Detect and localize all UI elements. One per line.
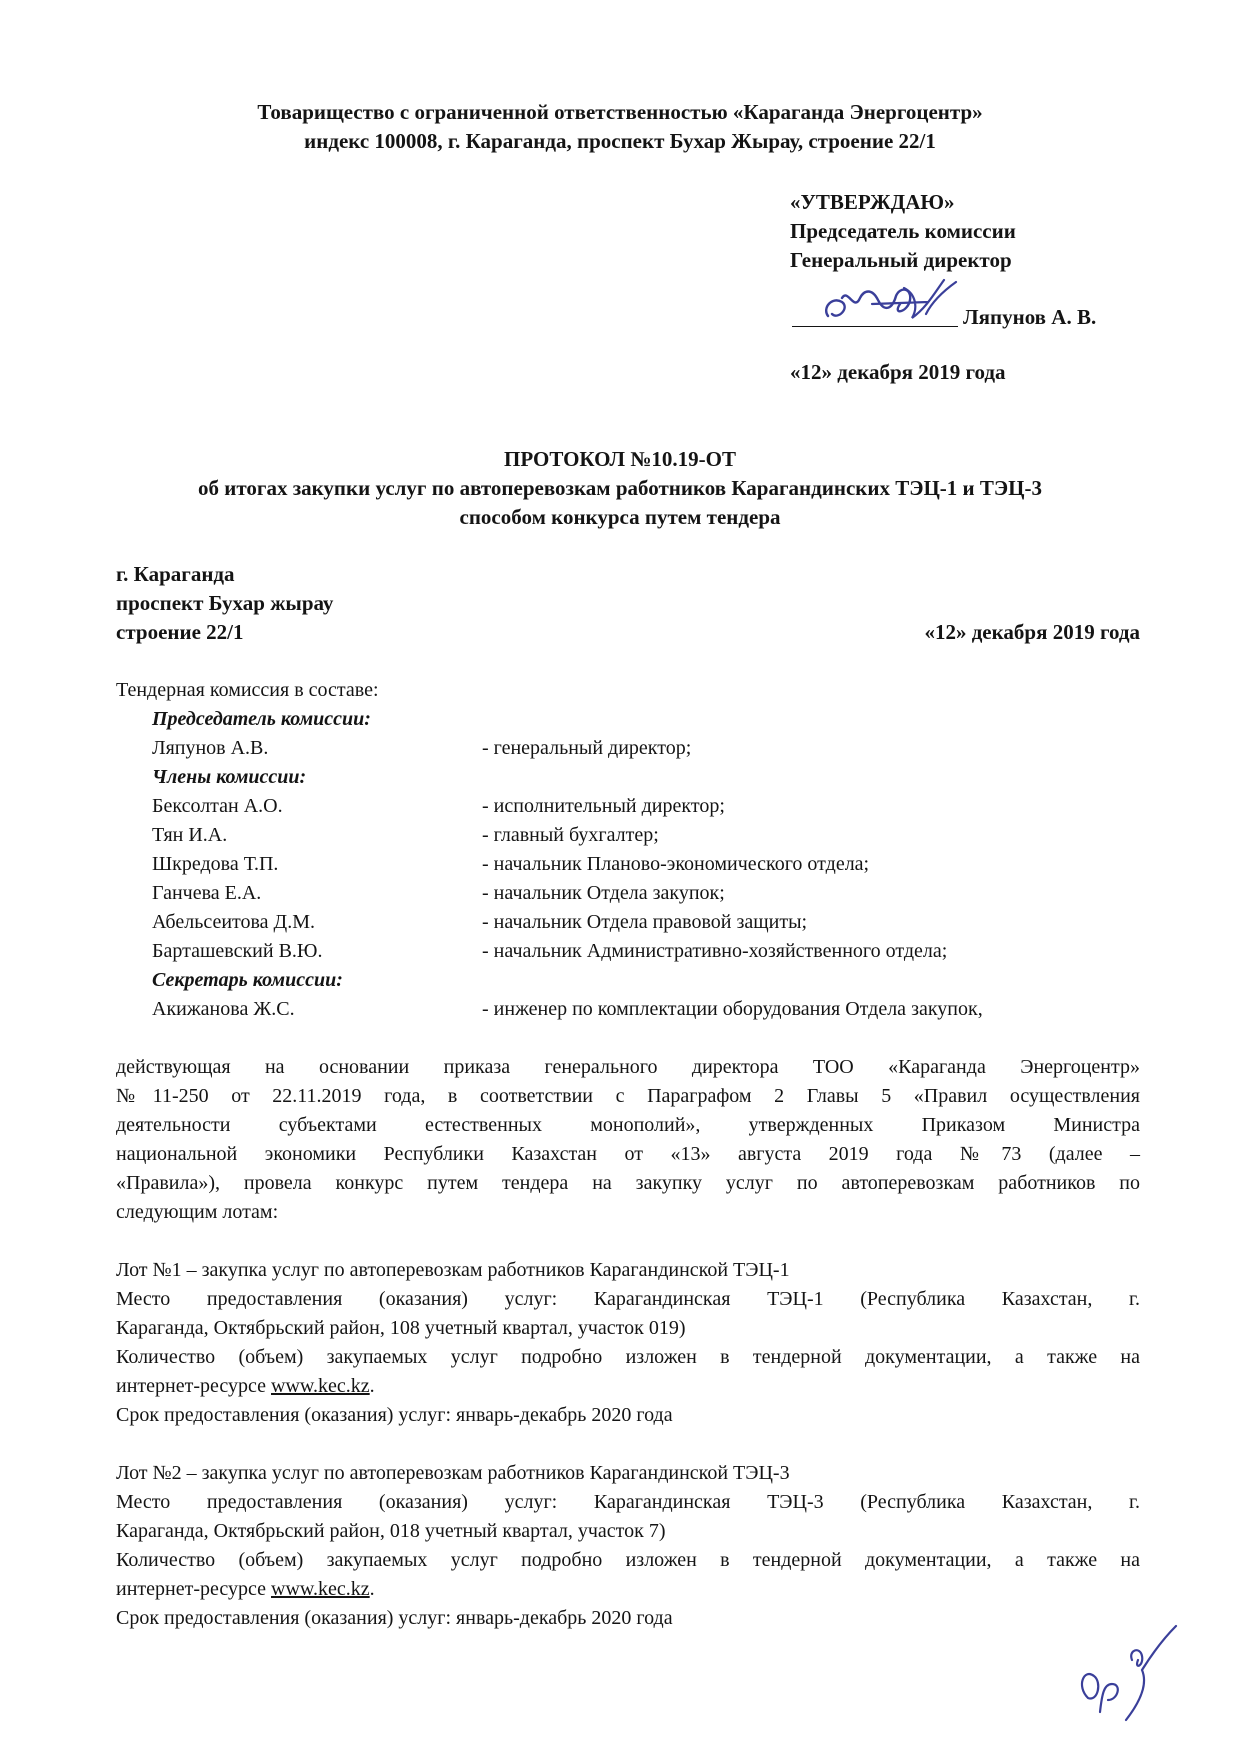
lot-2-quantity-line: Количество (объем) закупаемых услуг подробно изложен в тендерной документации, а также на xyxy=(116,1549,1140,1571)
approval-signer-name: Ляпунов А. В. xyxy=(963,305,1097,329)
approval-role-chair: Председатель комиссии xyxy=(790,219,1016,243)
member-role: - главный бухгалтер; xyxy=(482,824,659,846)
member-name: Шкредова Т.П. xyxy=(152,853,279,875)
member-role: - начальник Планово-экономического отдела; xyxy=(482,853,870,875)
protocol-subtitle-2: способом конкурса путем тендера xyxy=(459,505,781,529)
member-name: Бексолтан А.О. xyxy=(152,795,283,817)
protocol-subtitle-1: об итогах закупки услуг по автоперевозкам работников Карагандинских ТЭЦ-1 и ТЭЦ-3 xyxy=(198,476,1042,500)
chair-name: Ляпунов А.В. xyxy=(152,737,269,759)
body-line: №11-250 от 22.11.2019 года, в соответствии с Параграфом 2 Главы 5 «Правил осуществления xyxy=(116,1085,1140,1107)
member-role: - начальник Административно-хозяйственного отдела; xyxy=(482,940,948,962)
body-line: действующая на основании приказа генерального директора ТОО «Караганда Энергоцентр» xyxy=(116,1056,1140,1078)
member-name: Барташевский В.Ю. xyxy=(152,940,323,962)
lot-1-quantity-line: Количество (объем) закупаемых услуг подробно изложен в тендерной документации, а также на xyxy=(116,1346,1140,1368)
lot-2-website-link[interactable]: www.kec.kz xyxy=(271,1578,370,1600)
body-line: «Правила»), провела конкурс путем тендера на закупку услуг по автоперевозкам работников по xyxy=(116,1172,1140,1194)
org-name: Товарищество с ограниченной ответственностью «Караганда Энергоцентр» xyxy=(257,100,983,124)
lot-2-term: Срок предоставления (оказания) услуг: январь-декабрь 2020 года xyxy=(116,1607,673,1629)
protocol-title: ПРОТОКОЛ №10.19-ОТ xyxy=(503,447,736,471)
lot-1-resource-suffix: . xyxy=(369,1375,375,1397)
body-line: национальной экономики Республики Казахстан от «13» августа 2019 года №73 (далее – xyxy=(116,1143,1140,1165)
chair-role: - генеральный директор; xyxy=(482,737,692,759)
lot-2-place-line-2: Караганда, Октябрьский район, 018 учетный квартал, участок 7) xyxy=(116,1520,666,1542)
initials-signature-icon xyxy=(1070,1620,1200,1730)
chair-heading: Председатель комиссии: xyxy=(152,708,371,730)
lot-1-website-link[interactable]: www.kec.kz xyxy=(271,1375,370,1397)
lot-2-quantity-line-2 xyxy=(116,1575,375,1604)
approval-date: «12» декабря 2019 года xyxy=(790,360,1006,384)
body-line: деятельности субъектами естественных монополий», утвержденных Приказом Министра xyxy=(116,1114,1140,1136)
protocol-date: «12» декабря 2019 года xyxy=(924,620,1140,644)
lot-1-place-line-2: Караганда, Октябрьский район, 108 учетный квартал, участок 019) xyxy=(116,1317,686,1339)
member-role: - исполнительный директор; xyxy=(482,795,725,817)
secretary-heading: Секретарь комиссии: xyxy=(152,969,343,991)
member-role: - начальник Отдела закупок; xyxy=(482,882,725,904)
director-signature-icon xyxy=(808,258,978,338)
lot-1-resource-prefix: интернет-ресурсе xyxy=(116,1375,271,1397)
place-building: строение 22/1 xyxy=(116,620,244,644)
approval-title: «УТВЕРЖДАЮ» xyxy=(790,190,955,214)
commission-intro: Тендерная комиссия в составе: xyxy=(116,679,379,701)
lot-1-quantity-line-2 xyxy=(116,1372,375,1401)
lot-2-resource-prefix: интернет-ресурсе xyxy=(116,1578,271,1600)
place-street: проспект Бухар жырау xyxy=(116,591,334,615)
member-role: - начальник Отдела правовой защиты; xyxy=(482,911,808,933)
secretary-role: - инженер по комплектации оборудования Отдела закупок, xyxy=(482,998,983,1020)
member-name: Абельсеитова Д.М. xyxy=(152,911,315,933)
lot-2-title: Лот №2 – закупка услуг по автоперевозкам работников Карагандинской ТЭЦ-3 xyxy=(116,1462,790,1484)
lot-1-title: Лот №1 – закупка услуг по автоперевозкам работников Карагандинской ТЭЦ-1 xyxy=(116,1259,790,1281)
lot-1-term: Срок предоставления (оказания) услуг: январь-декабрь 2020 года xyxy=(116,1404,673,1426)
org-address: индекс 100008, г. Караганда, проспект Бухар Жырау, строение 22/1 xyxy=(304,129,936,153)
place-city: г. Караганда xyxy=(116,562,235,586)
approval-role-director: Генеральный директор xyxy=(790,248,1012,272)
lot-1-place-line: Место предоставления (оказания) услуг: Карагандинская ТЭЦ-1 (Республика Казахстан, г. xyxy=(116,1288,1140,1310)
members-heading: Члены комиссии: xyxy=(152,766,307,788)
member-name: Тян И.А. xyxy=(152,824,228,846)
lot-2-resource-suffix: . xyxy=(369,1578,375,1600)
member-name: Ганчева Е.А. xyxy=(152,882,262,904)
secretary-name: Акижанова Ж.С. xyxy=(152,998,295,1020)
body-line-last: следующим лотам: xyxy=(116,1201,279,1223)
lot-2-place-line: Место предоставления (оказания) услуг: Карагандинская ТЭЦ-3 (Республика Казахстан, г. xyxy=(116,1491,1140,1513)
